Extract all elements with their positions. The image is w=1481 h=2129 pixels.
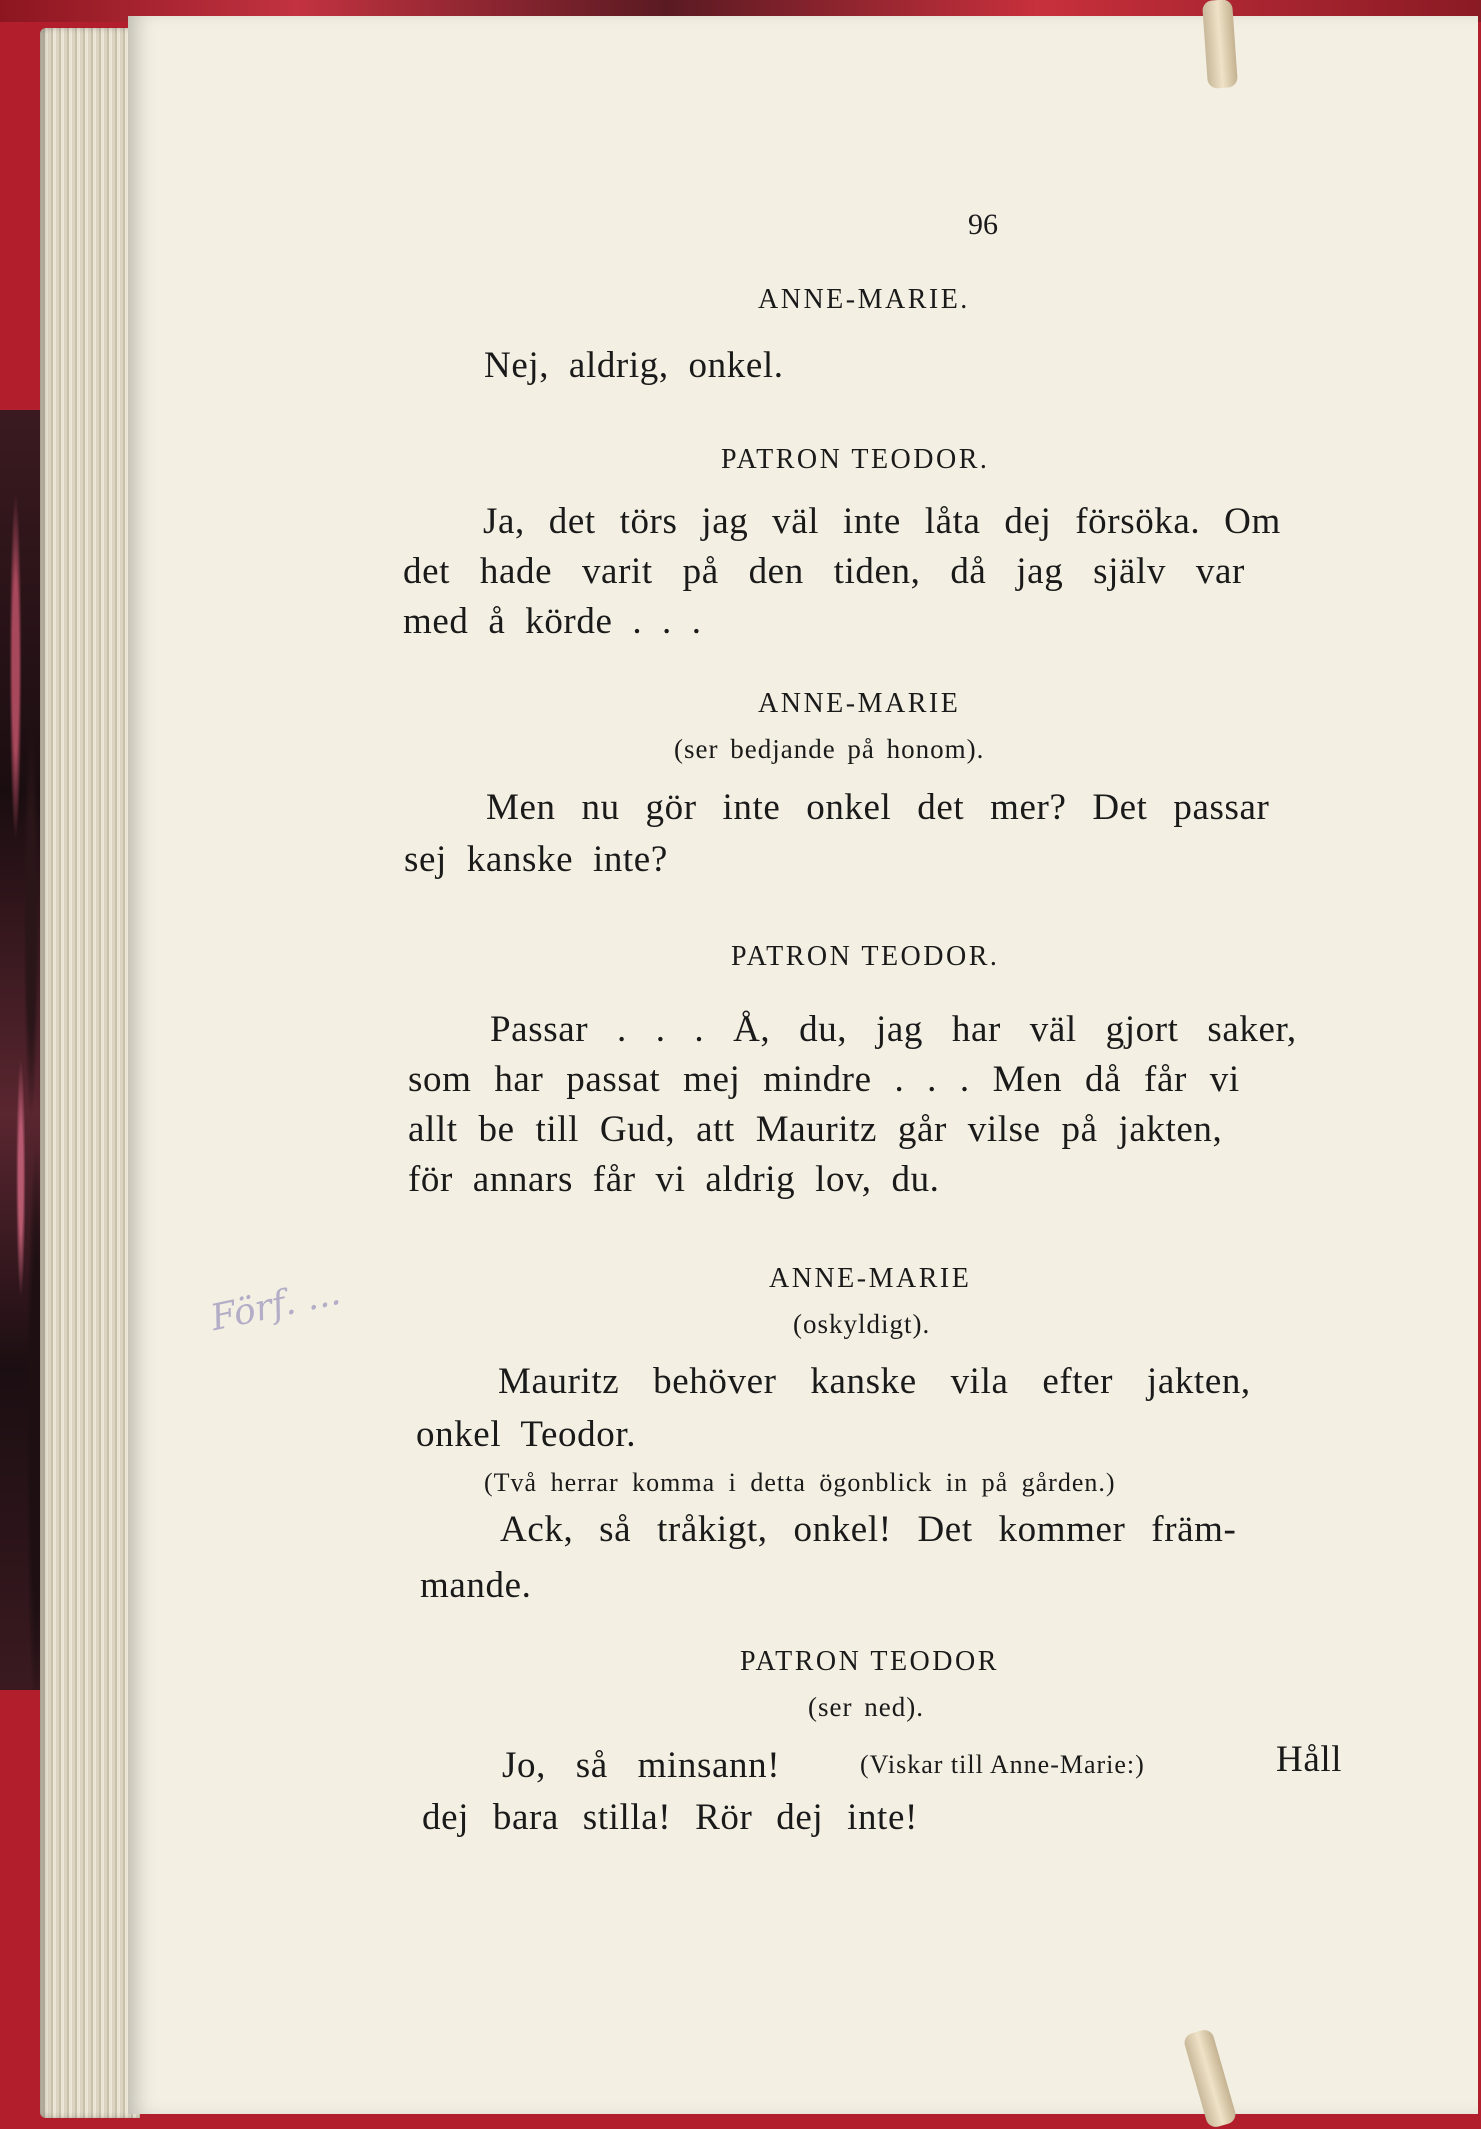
dialogue-line: mande. (420, 1565, 532, 1606)
dialogue-line: Mauritz behöver kanske vila efter jakten, (498, 1361, 1251, 1402)
speaker-label: PATRON TEODOR. (721, 444, 990, 475)
dialogue-line: med å körde . . . (403, 601, 702, 642)
dialogue-line: allt be till Gud, att Mauritz går vilse på jakten, (408, 1109, 1223, 1150)
stage-direction: (ser ned). (808, 1692, 924, 1722)
stage-direction: (Två herrar komma i detta ögonblick in på gården.) (484, 1468, 1116, 1497)
speaker-label: ANNE-MARIE. (758, 284, 970, 315)
dialogue-line: onkel Teodor. (416, 1414, 637, 1455)
pencil-margin-note: Förf. ... (207, 1271, 344, 1340)
dialogue-line: Håll (1276, 1739, 1343, 1780)
dialogue-line: för annars får vi aldrig lov, du. (408, 1159, 940, 1200)
dialogue-line: Ja, det törs jag väl inte låta dej försöka. Om (483, 501, 1281, 542)
speaker-label: PATRON TEODOR (740, 1646, 999, 1677)
dialogue-line: sej kanske inte? (404, 839, 668, 880)
dialogue-line: det hade varit på den tiden, då jag själv var (403, 551, 1245, 592)
speaker-label: ANNE-MARIE (758, 688, 961, 719)
stacked-page-edges (40, 28, 140, 2118)
stage-direction: (ser bedjande på honom). (674, 734, 985, 764)
page-number: 96 (968, 208, 998, 241)
dialogue-line: som har passat mej mindre . . . Men då får vi (408, 1059, 1240, 1100)
speaker-label: PATRON TEODOR. (731, 941, 1000, 972)
dialogue-line: Men nu gör inte onkel det mer? Det passar (486, 787, 1270, 828)
dialogue-line: Nej, aldrig, onkel. (484, 345, 784, 386)
dialogue-line: Jo, så minsann! (502, 1745, 781, 1786)
speaker-label: ANNE-MARIE (769, 1263, 972, 1294)
book-page (128, 16, 1478, 2114)
bookmark-ribbon-top (1202, 0, 1238, 89)
dialogue-line: Ack, så tråkigt, onkel! Det kommer främ- (500, 1509, 1237, 1550)
stage-direction: (oskyldigt). (793, 1309, 931, 1339)
dialogue-line: Passar . . . Å, du, jag har väl gjort saker, (490, 1009, 1297, 1050)
stage-direction: (Viskar till Anne-Marie:) (860, 1750, 1145, 1779)
dialogue-line: dej bara stilla! Rör dej inte! (422, 1797, 918, 1838)
